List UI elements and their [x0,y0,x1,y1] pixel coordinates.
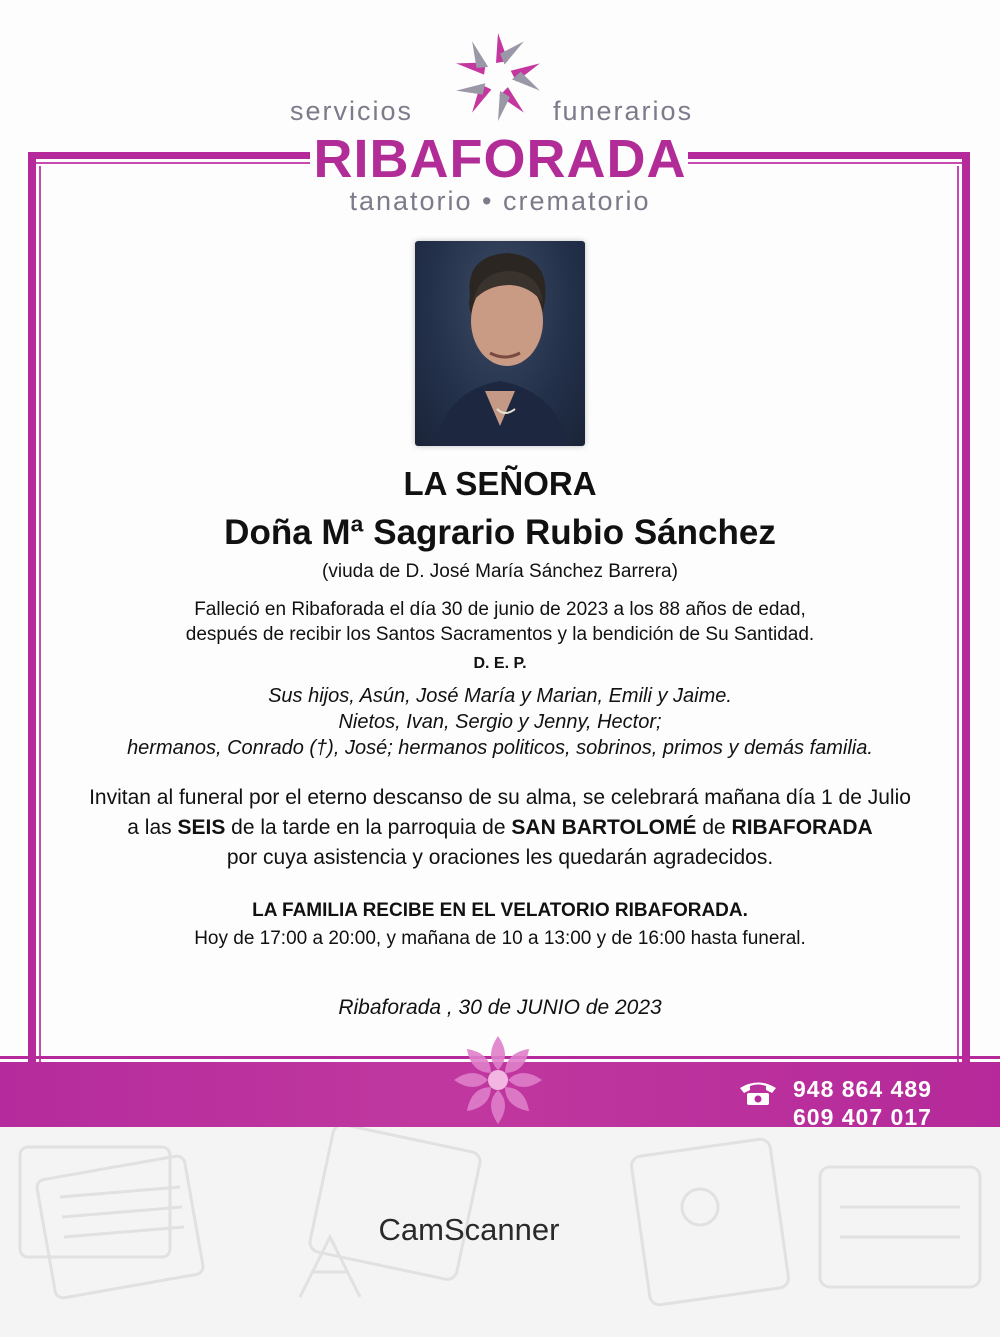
frame-right-thin [957,166,959,1062]
invite-line-3: por cuya asistencia y oraciones les quedarán agradecidos. [226,846,774,869]
brand-servicios: servicios [290,96,414,126]
invite-line-2 [60,816,940,840]
invite-text-c: de la tarde en la parroquia de [225,816,512,839]
portrait-figure [415,241,585,446]
wake-title: LA FAMILIA RECIBE EN EL VELATORIO RIBAFORADA. [252,900,748,921]
frame-top-right [688,152,970,159]
rip-abbrev: D. E. P. [473,655,527,672]
death-line-2: después de recibir los Santos Sacramentos y la bendición de Su Santidad. [185,624,815,645]
family-line-2: Nietos, Ivan, Sergio y Jenny, Hector; [338,711,662,733]
brand-funerarios: funerarios [553,96,694,126]
invite-text-e: de [696,816,732,839]
frame-left [28,152,36,1062]
frame-left-thin [39,166,41,1062]
invite-parish: SAN BARTOLOMÉ [511,816,697,839]
frame-top-left-thin [28,162,310,164]
deceased-name: Doña Mª Sagrario Rubio Sánchez [224,513,776,552]
phone-number-2[interactable]: 609 407 017 [793,1104,932,1127]
frame-top-left [28,152,310,159]
invite-town: RIBAFORADA [731,816,873,839]
pinwheel-flower-icon [448,30,548,125]
portrait-photo [415,241,585,446]
wake-hours: Hoy de 17:00 a 20:00, y mañana de 10 a 13:00 y de 16:00 hasta funeral. [194,928,806,949]
invite-line-1: Invitan al funeral por el eterno descanso de su alma, se celebrará mañana día 1 de Julio [89,786,911,809]
widow-of-line: (viuda de D. José María Sánchez Barrera) [322,561,678,582]
footer-flower-icon [448,1030,548,1126]
frame-right [962,152,970,1062]
phone-number-1[interactable]: 948 864 489 [793,1076,932,1102]
family-line-1: Sus hijos, Asún, José María y Marian, Emili y Jaime. [268,685,732,707]
title-la-senora: LA SEÑORA [403,465,597,502]
telephone-icon [738,1079,778,1107]
camscanner-label: CamScanner [378,1212,560,1247]
death-line-1: Falleció en Ribaforada el día 30 de junio de 2023 a los 88 años de edad, [194,599,806,620]
invite-text-a: a las [127,816,178,839]
frame-top-right-thin [688,162,970,164]
brand-subtitle: tanatorio • crematorio [349,186,651,216]
brand-name: RIBAFORADA [313,129,687,189]
place-date: Ribaforada , 30 de JUNIO de 2023 [338,996,662,1019]
invite-time: SEIS [177,816,226,839]
family-line-3: hermanos, Conrado (†), José; hermanos politicos, sobrinos, primos y demás familia. [127,737,873,759]
